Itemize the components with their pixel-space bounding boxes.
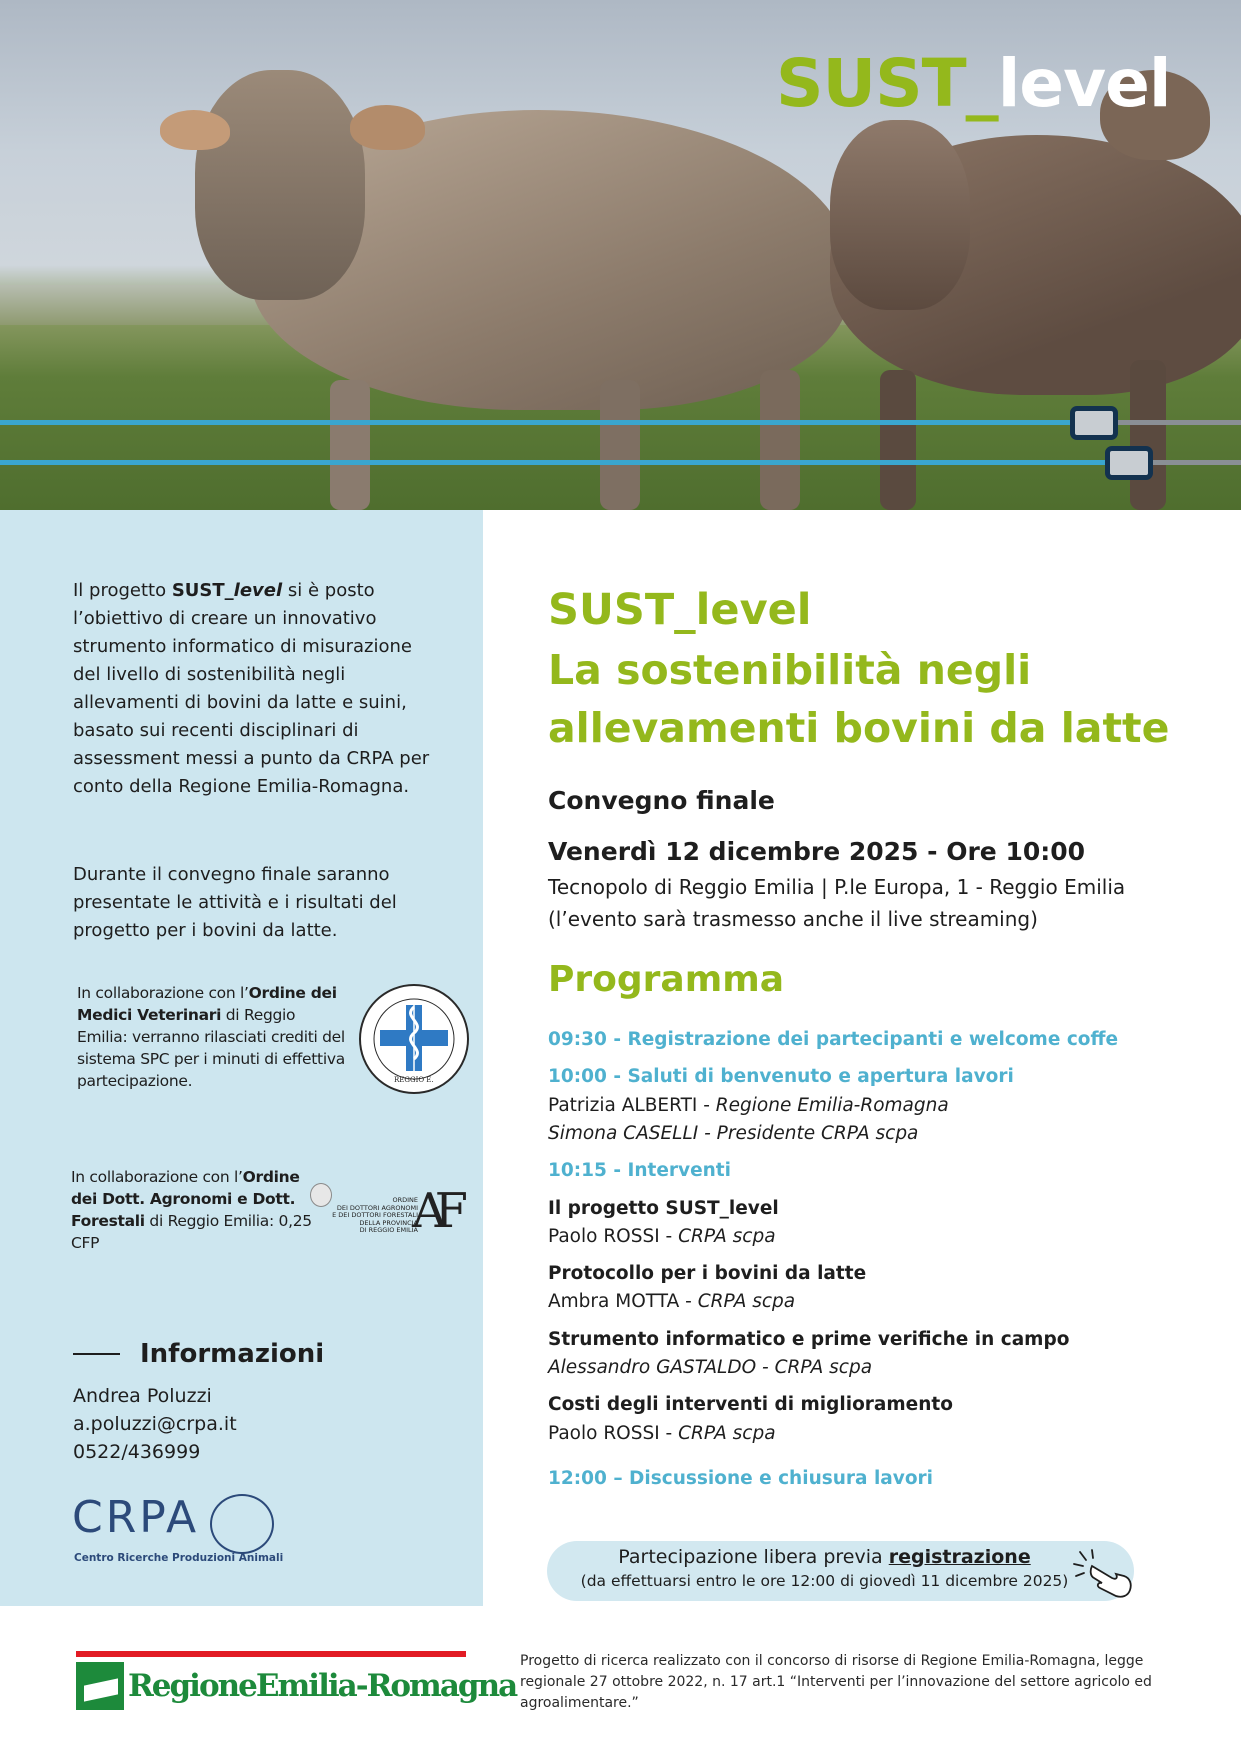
intro-paragraph [73,577,433,801]
info-divider [73,1353,120,1355]
hero-title [776,44,1170,124]
region-logo-bar [76,1651,466,1657]
event-date: Venerdì 12 dicembre 2025 - Ore 10:00 [548,837,1086,866]
collab-agro-bold: Ordine dei Dott. Agronomi e Dott. Forestali [71,1168,300,1230]
collab-vet-prefix: In collaborazione con l’ [77,984,249,1002]
crpa-logo [72,1490,292,1570]
cow-legs [330,380,370,510]
intro-project-a: SUST_ [171,580,234,601]
agro-order-logo [308,1183,478,1241]
speaker-name: Alessandro GASTALDO - [548,1357,775,1378]
collab-agro-prefix: In collaborazione con l’ [71,1168,243,1186]
hero-title-part2: level [997,45,1171,122]
program-slot-0930: 09:30 - Registrazione dei partecipanti e welcome coffe [548,1029,1119,1050]
speaker-org: CRPA scpa [697,1291,796,1312]
talk-title-3: Strumento informatico e prime verifiche in campo [548,1329,1070,1350]
collab-agro-text [71,1166,321,1254]
cow-right-head [830,120,970,310]
main-title-line3: allevamenti bovini da latte [548,704,1170,752]
cow-left-head [195,70,365,300]
decor-rail-1 [0,420,1075,425]
decor-rail-knob [1105,446,1153,480]
region-logo-flag [76,1662,124,1710]
vet-logo-bottom-text: REGGIO E. [394,1076,434,1084]
agro-logo-mark: AF [412,1183,456,1239]
speaker-org: Regione Emilia-Romagna [715,1095,949,1116]
intro-project-b: level [233,580,283,601]
talk-speaker-1 [548,1223,776,1251]
decor-rail-knob [1070,406,1118,440]
collab-agro-suffix: di Reggio Emilia: 0,25 CFP [71,1212,312,1252]
event-location: Tecnopolo di Reggio Emilia | P.le Europa, 1 - Reggio Emilia [548,875,1126,899]
program-heading: Programma [548,959,785,1000]
intro-prefix: Il progetto [73,580,172,601]
agro-logo-line: DELLA PROVINCIA [359,1218,418,1227]
pointing-hand-icon[interactable] [1072,1548,1136,1598]
speaker-name: Patrizia ALBERTI - [548,1095,716,1116]
info-email[interactable]: a.poluzzi@crpa.it [73,1413,237,1435]
registration-prefix: Partecipazione libera previa [618,1546,889,1568]
collab-vet-suffix: di Reggio Emilia: verranno rilasciati crediti del sistema SPC per i minuti di effettiva partecipazione. [77,1006,345,1090]
main-title-line1: SUST_level [548,585,812,635]
registration-line [547,1544,1102,1570]
crpa-logo-subtitle: Centro Ricerche Produzioni Animali [74,1552,284,1564]
intro-paragraph-2: Durante il convegno finale saranno presentate le attività e i risultati del progetto per i bovini da latte. [73,864,397,941]
agro-logo-line: DEI DOTTORI AGRONOMI [336,1203,418,1212]
talk-speaker-2 [548,1288,795,1316]
crpa-logo-name: CRPA [72,1492,200,1543]
cow-left-ear [160,110,230,150]
speaker-org: CRPA scpa [678,1423,776,1444]
hero-banner [0,0,1241,510]
region-logo-text: RegioneEmilia-Romagna [128,1668,517,1704]
cow-legs [600,380,640,510]
program-slot-1000: 10:00 - Saluti di benvenuto e apertura lavori [548,1066,1014,1087]
pointing-hand-icon-graphic [1072,1548,1136,1598]
agro-logo-line: DI REGGIO EMILIA [359,1226,418,1234]
collab-vet-text [77,982,347,1092]
cow-legs [1130,360,1166,510]
speaker-name: Paolo ROSSI - [548,1423,679,1444]
speaker-org: CRPA scpa [678,1226,776,1247]
talk-title-2: Protocollo per i bovini da latte [548,1263,867,1284]
cow-legs [880,370,916,510]
hero-title-part1: SUST_ [776,45,998,122]
talk-title-1: Il progetto SUST_level [548,1198,779,1219]
agro-logo-line: ORDINE [392,1196,418,1204]
crpa-cow-icon [210,1494,274,1554]
talk-speaker-3 [548,1354,872,1382]
region-logo-flag-shape [84,1678,118,1701]
event-subtitle: Convegno finale [548,786,775,815]
speaker-org: CRPA scpa [774,1357,873,1378]
registration-link[interactable]: registrazione [888,1546,1031,1568]
program-slot-1015: 10:15 - Interventi [548,1160,731,1181]
speaker-caselli: Simona CASELLI - Presidente CRPA scpa [548,1123,919,1144]
cow-legs [760,370,800,510]
speaker-name: Paolo ROSSI - [548,1226,679,1247]
program-slot-1200: 12:00 – Discussione e chiusura lavori [548,1468,934,1489]
collab-vet-bold: Ordine dei Medici Veterinari [77,984,337,1024]
cow-left-ear-right [350,105,425,150]
intro-suffix: si è posto l’obiettivo di creare un innovativo strumento informatico di misurazione del livello di sostenibilità negli allevamenti di bovini da latte e suini, basato sui recenti disciplinari di assessment messi a punto da CRPA per conto della Regione Emilia-Romagna. [73,580,430,797]
talk-title-4: Costi degli interventi di miglioramento [548,1394,953,1415]
info-phone: 0522/436999 [73,1441,201,1463]
info-name: Andrea Poluzzi [73,1385,212,1407]
speaker-name: Ambra MOTTA - [548,1291,698,1312]
registration-note: (da effettuarsi entro le ore 12:00 di giovedì 11 dicembre 2025) [580,1572,1069,1590]
main-title-line2: La sostenibilità negli [548,646,1032,694]
decor-rail-2 [0,460,1110,465]
info-heading: Informazioni [140,1339,325,1369]
footer-funding-note: Progetto di ricerca realizzato con il concorso di risorse di Regione Emilia-Romagna, legge regionale 27 ottobre 2022, n. 17 art.1 “Interventi per l’innovazione del settore agricolo ed agroalimentare.” [520,1653,1152,1711]
event-streaming: (l’evento sarà trasmesso anche il live streaming) [548,907,1038,931]
vet-order-logo [358,983,470,1095]
agro-logo-line: E DEI DOTTORI FORESTALI [332,1211,418,1219]
talk-speaker-4 [548,1420,776,1448]
speaker-alberti [548,1092,949,1120]
agro-logo-text [318,1197,418,1235]
